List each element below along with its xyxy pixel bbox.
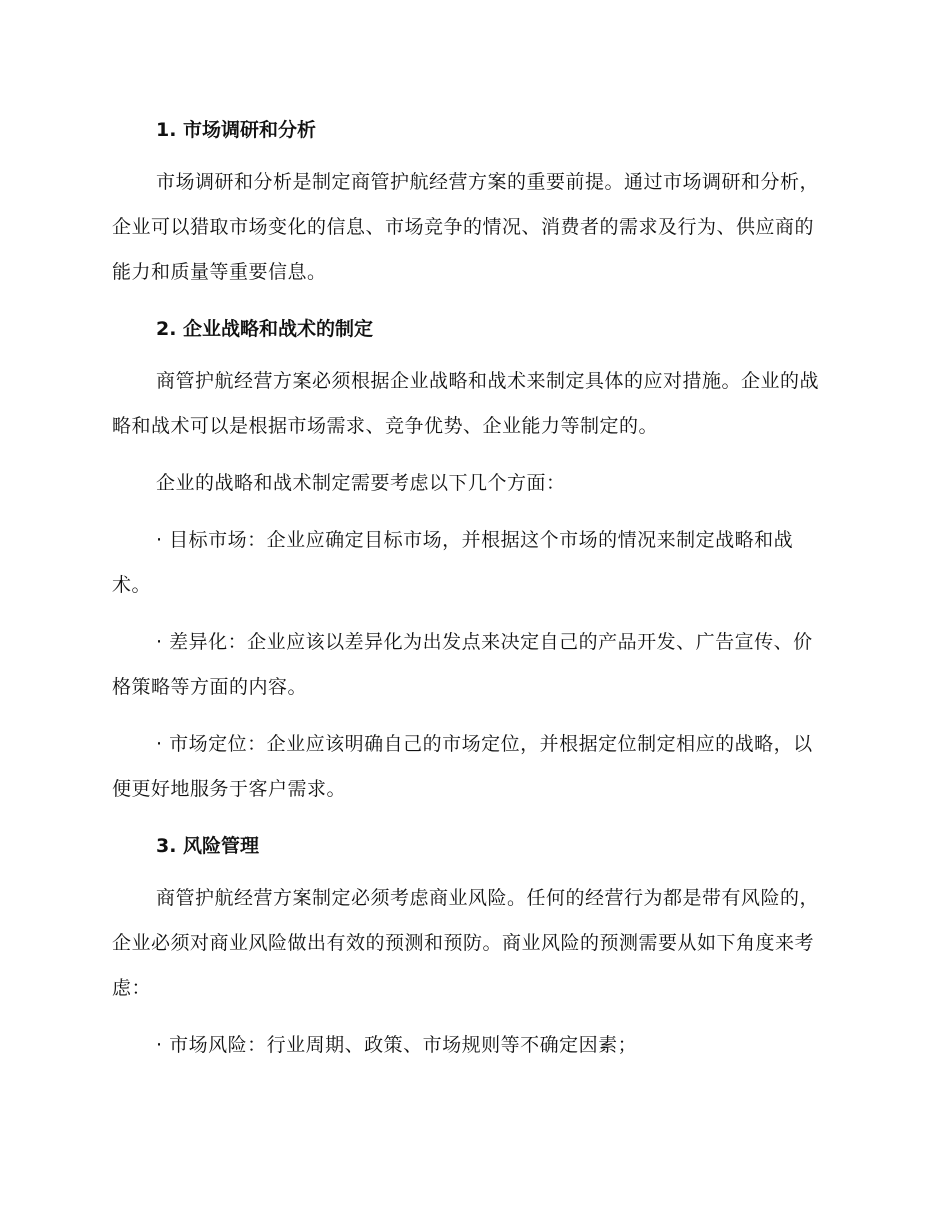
section-market-research: [112, 108, 832, 295]
section-heading: 1. 市场调研和分析: [156, 119, 317, 141]
section-risk-management: [112, 824, 832, 1068]
section-heading: 2. 企业战略和战术的制定: [156, 318, 374, 340]
document-body: [112, 108, 832, 1080]
bullet-item: · 市场风险：行业周期、政策、市场规则等不确定因素；: [156, 1034, 638, 1056]
bullet-item: · 市场定位：企业应该明确自己的市场定位，并根据定位制定相应的战略，以便更好地服务于客户需求。: [112, 733, 813, 800]
body-paragraph: 市场调研和分析是制定商管护航经营方案的重要前提。通过市场调研和分析，企业可以猎取市场变化的信息、市场竞争的情况、消费者的需求及行为、供应商的能力和质量等重要信息。: [112, 171, 820, 283]
body-paragraph: 商管护航经营方案制定必须考虑商业风险。任何的经营行为都是带有风险的，企业必须对商业风险做出有效的预测和预防。商业风险的预测需要从如下角度来考虑：: [112, 887, 820, 999]
bullet-item: · 目标市场：企业应确定目标市场，并根据这个市场的情况来制定战略和战术。: [112, 529, 794, 596]
body-paragraph: 企业的战略和战术制定需要考虑以下几个方面：: [156, 472, 566, 494]
bullet-item: · 差异化：企业应该以差异化为出发点来决定自己的产品开发、广告宣传、价格策略等方面的内容。: [112, 631, 813, 698]
body-paragraph: 商管护航经营方案必须根据企业战略和战术来制定具体的应对措施。企业的战略和战术可以是根据市场需求、竞争优势、企业能力等制定的。: [112, 370, 820, 437]
section-strategy: [112, 307, 832, 812]
section-heading: 3. 风险管理: [156, 835, 260, 857]
